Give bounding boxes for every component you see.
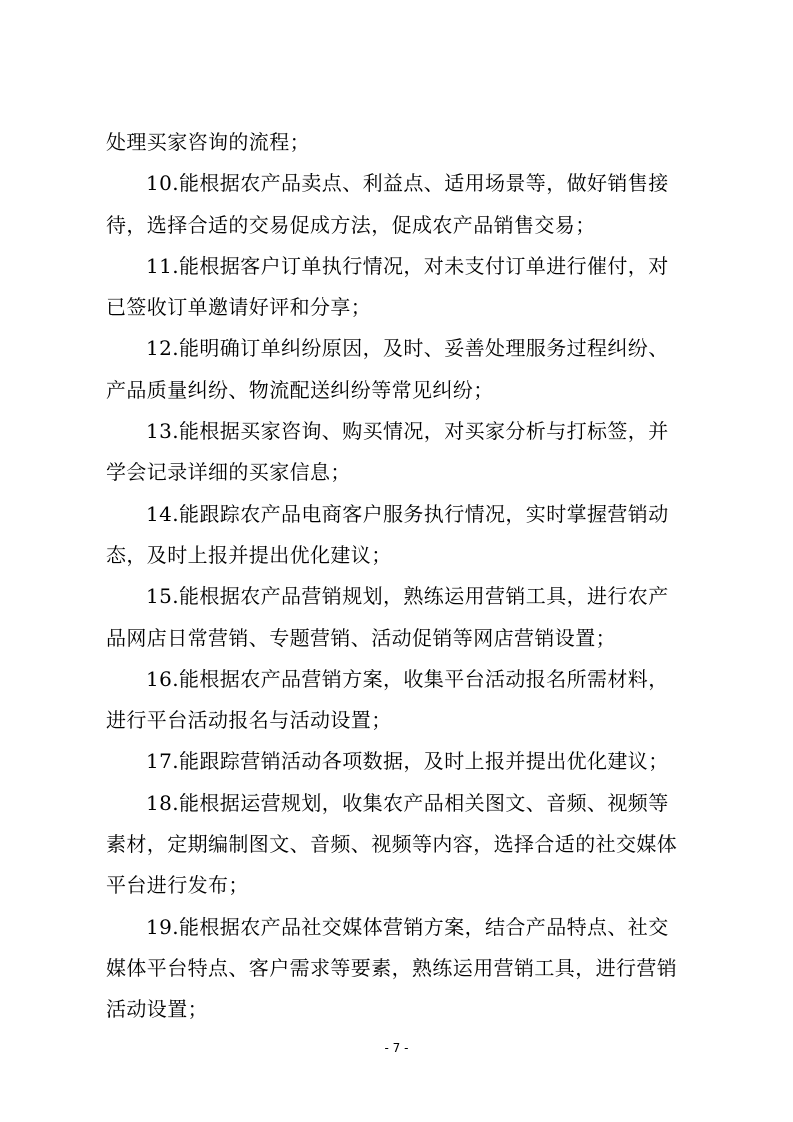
text-line-14: 16.能根据农产品营销方案，收集平台活动报名所需材料，: [146, 666, 669, 691]
text-line-19: 平台进行发布；: [106, 873, 249, 898]
text-line-7: 产品质量纠纷、物流配送纠纷等常见纠纷；: [106, 377, 494, 402]
text-line-6: 12.能明确订单纠纷原因，及时、妥善处理服务过程纠纷、: [146, 336, 669, 361]
text-line-13: 品网店日常营销、专题营销、活动促销等网店营销设置；: [106, 625, 616, 650]
text-line-21: 媒体平台特点、客户需求等要素，熟练运用营销工具，进行营销: [106, 955, 678, 980]
text-line-16: 17.能跟踪营销活动各项数据，及时上报并提出优化建议；: [146, 749, 669, 774]
text-line-5: 已签收订单邀请好评和分享；: [106, 295, 372, 320]
text-line-9: 学会记录详细的买家信息；: [106, 460, 351, 485]
text-line-10: 14.能跟踪农产品电商客户服务执行情况，实时掌握营销动: [146, 501, 669, 526]
text-line-18: 素材，定期编制图文、音频、视频等内容，选择合适的社交媒体: [106, 832, 678, 857]
text-line-15: 进行平台活动报名与活动设置；: [106, 708, 392, 733]
page-number: - 7 -: [384, 1041, 409, 1055]
text-line-12: 15.能根据农产品营销规划，熟练运用营销工具，进行农产: [146, 584, 669, 609]
text-line-11: 态，及时上报并提出优化建议；: [106, 542, 392, 567]
text-line-20: 19.能根据农产品社交媒体营销方案，结合产品特点、社交: [146, 914, 669, 939]
text-line-2: 10.能根据农产品卖点、利益点、适用场景等，做好销售接: [146, 171, 669, 196]
text-line-8: 13.能根据买家咨询、购买情况，对买家分析与打标签，并: [146, 419, 669, 444]
text-line-1: 处理买家咨询的流程；: [106, 130, 310, 154]
text-line-4: 11.能根据客户订单执行情况，对未支付订单进行催付，对: [146, 253, 669, 278]
text-line-3: 待，选择合适的交易促成方法，促成农产品销售交易；: [106, 212, 596, 237]
text-line-22: 活动设置；: [106, 997, 208, 1022]
text-line-17: 18.能根据运营规划，收集农产品相关图文、音频、视频等: [146, 790, 669, 815]
document-body: [106, 122, 691, 1031]
